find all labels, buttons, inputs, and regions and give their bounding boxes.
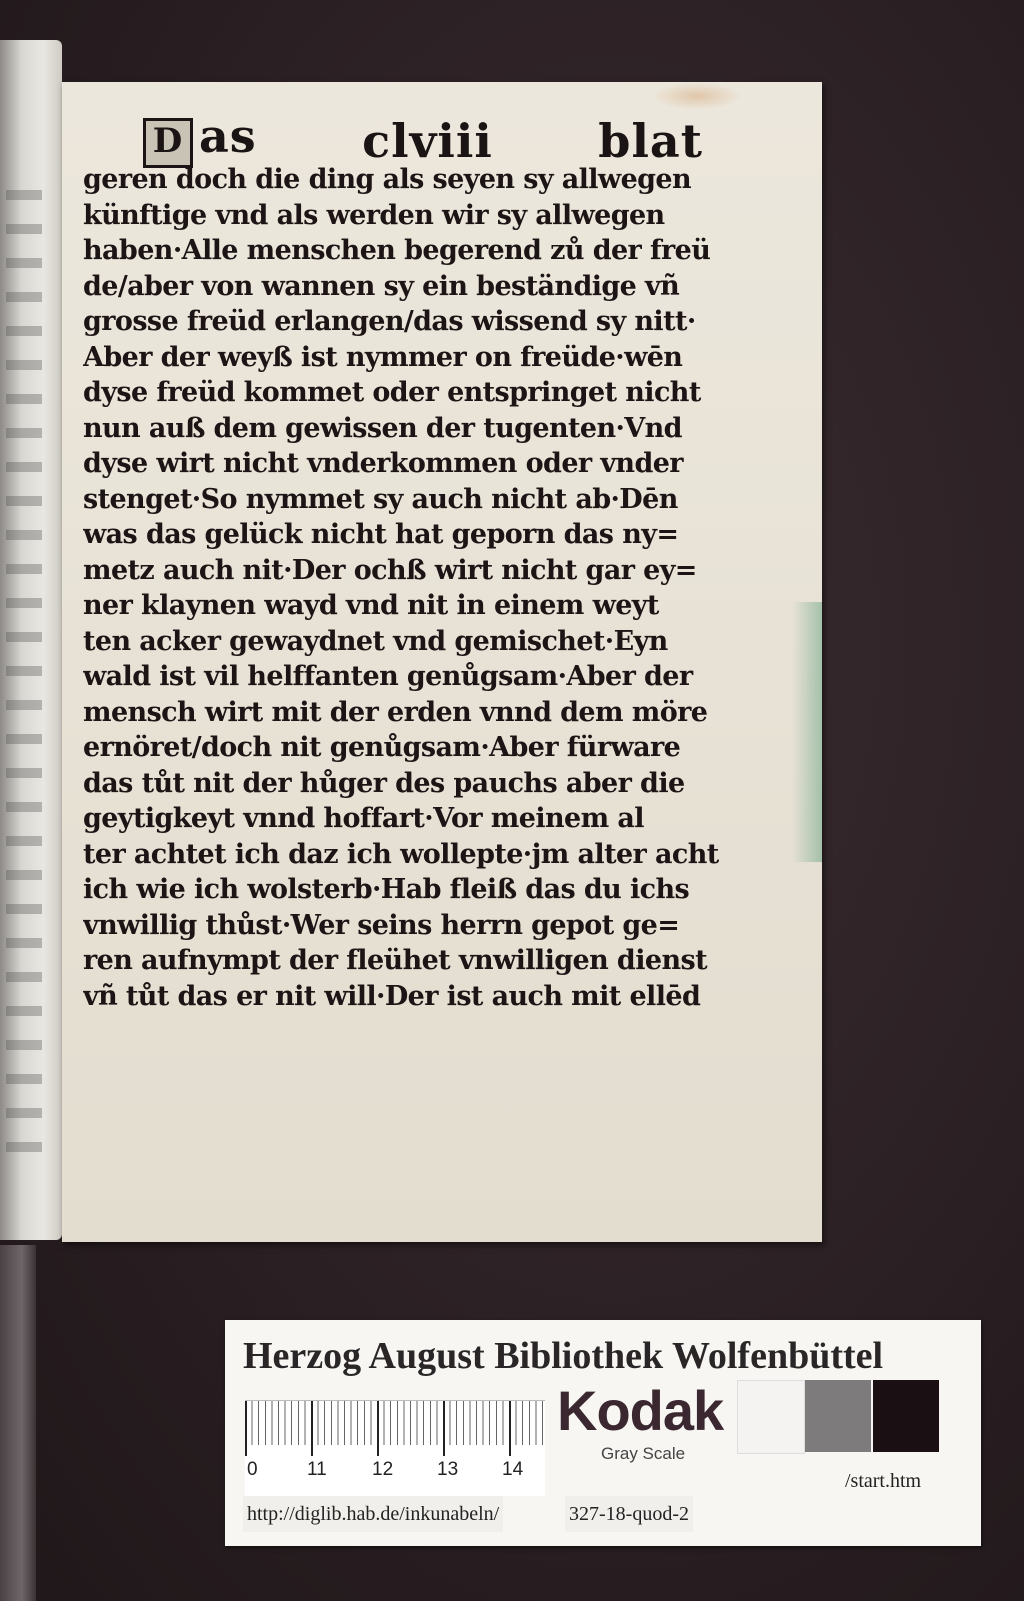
library-color-card	[225, 1320, 981, 1546]
text-line: künftige vnd als werden wir sy allwegen	[83, 199, 665, 231]
text-line: nun auß dem gewissen der tugenten·Vnd	[83, 412, 682, 444]
text-line: haben·Alle menschen begerend zů der freü	[83, 235, 711, 266]
header-word-das: as	[199, 109, 257, 163]
text-line: dyse freüd kommet oder entspringet nicht	[83, 377, 701, 408]
text-line: vñ tůt das er nit will·Der ist auch mit ellēd	[83, 980, 701, 1012]
text-line: was das gelück nicht hat geporn das ny=	[83, 519, 679, 550]
gray-scale-label: Gray Scale	[601, 1444, 686, 1463]
facing-page-text-traces	[6, 190, 42, 1170]
text-line: geytigkeyt vnnd hoffart·Vor meinem al	[83, 803, 644, 834]
text-line: wald ist vil helffanten genůgsam·Aber der	[83, 661, 693, 692]
start-page-url: /start.htm	[845, 1470, 922, 1492]
text-line: ernöret/doch nit genůgsam·Aber fürware	[83, 732, 681, 763]
book-binding-edge	[0, 1245, 36, 1601]
text-line: ren aufnympt der fleühet vnwilligen dienst	[83, 945, 707, 976]
ruler-major-ticks	[245, 1401, 545, 1456]
ruler-number: 14	[502, 1459, 524, 1480]
kodak-logo: Kodak	[557, 1379, 724, 1442]
ruler-number: 11	[307, 1459, 327, 1480]
text-line: ner klaynen wayd vnd nit in einem weyt	[83, 590, 659, 621]
text-line: Aber der weyß ist nymmer on freüde·wēn	[83, 341, 683, 373]
folio-number: clviii	[362, 114, 493, 168]
swatch-white	[737, 1380, 805, 1454]
blackletter-text-block	[83, 162, 723, 1014]
measurement-ruler	[245, 1400, 545, 1496]
text-line: ich wie ich wolsterb·Hab fleiß das du ichs	[83, 874, 690, 905]
swatch-gray	[805, 1380, 871, 1452]
library-name: Herzog August Bibliothek Wolfenbüttel	[243, 1335, 884, 1377]
text-line: ter achtet ich daz ich wollepte·jm alter acht	[83, 838, 719, 870]
text-line: geren doch die ding als seyen sy allwegen	[83, 164, 692, 195]
text-line: vnwillig thůst·Wer seins herrn gepot ge=	[83, 909, 680, 941]
text-line: dyse wirt nicht vnderkommen oder vnder	[83, 448, 683, 479]
header-first-word	[143, 109, 257, 168]
paper-stain-green	[792, 602, 822, 862]
text-line: grosse freüd erlangen/das wissend sy nitt·	[83, 306, 696, 337]
swatch-black	[873, 1380, 939, 1452]
shelfmark-label: 327-18-quod-2	[565, 1496, 693, 1532]
text-line: ten acker gewaydnet vnd gemischet·Eyn	[83, 625, 668, 657]
text-line: mensch wirt mit der erden vnnd dem möre	[83, 696, 708, 728]
decorated-initial: D	[143, 118, 193, 168]
ruler-number: 0	[247, 1459, 258, 1480]
ruler-number: 13	[437, 1459, 459, 1480]
ruler-number: 12	[372, 1459, 394, 1480]
facing-page-edge	[0, 40, 62, 1240]
text-line: stenget·So nymmet sy auch nicht ab·Dēn	[83, 483, 678, 515]
header-word-blat: blat	[598, 114, 703, 168]
collection-url: http://diglib.hab.de/inkunabeln/	[243, 1496, 503, 1532]
paper-stain	[652, 82, 742, 110]
text-line: metz auch nit·Der ochß wirt nicht gar ey=	[83, 554, 697, 586]
text-line: das tůt nit der hůger des pauchs aber die	[83, 767, 685, 799]
page-header	[143, 110, 703, 168]
text-line: de/aber von wannen sy ein beständige vñ	[83, 270, 680, 302]
